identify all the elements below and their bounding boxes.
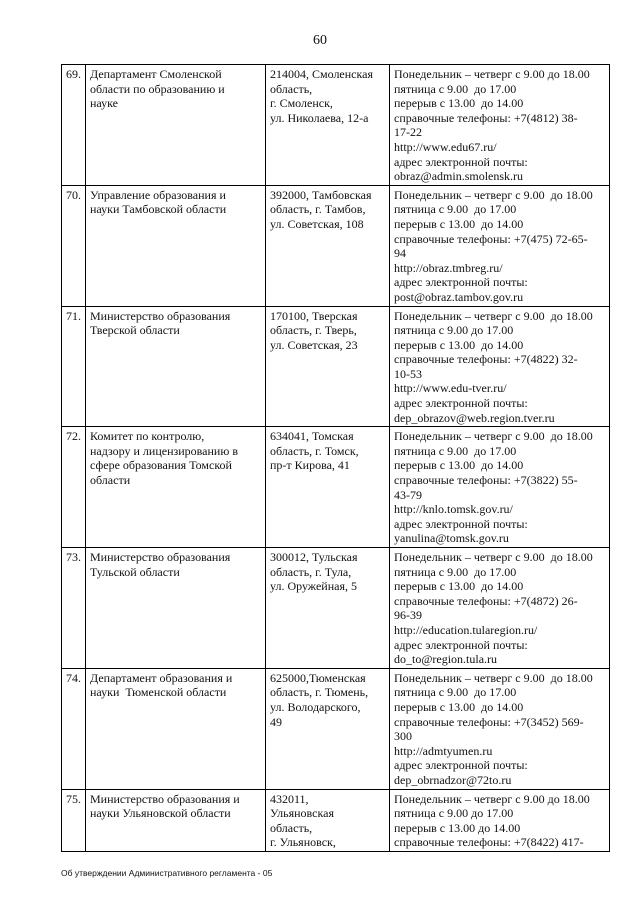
table-row (62, 427, 610, 548)
schedule-contacts-line: пятница с 9.00 до 17.00 (394, 685, 517, 700)
organization-name-line: науки Тюменской области (90, 685, 227, 700)
schedule-contacts-line: 43-79 (394, 487, 422, 502)
schedule-contacts-line: yanulina@tomsk.gov.ru (394, 531, 509, 546)
schedule-contacts-line: справочные телефоны: +7(4822) 32- (394, 352, 578, 367)
schedule-contacts-line: post@obraz.tambov.gov.ru (394, 289, 524, 304)
schedule-contacts-line: перерыв с 13.00 до 14.00 (394, 216, 524, 231)
table-row (62, 185, 610, 306)
schedule-contacts-line: dep_obrazov@web.region.tver.ru (394, 410, 555, 425)
schedule-contacts-line: пятница с 9.00 до 17.00 (394, 564, 517, 579)
education-authorities-table (61, 64, 610, 852)
postal-address (266, 427, 390, 548)
schedule-contacts-line: пятница с 9.00 до 17.00 (394, 806, 514, 821)
schedule-contacts-line: http://obraz.tmbreg.ru/ (394, 260, 503, 275)
schedule-contacts (390, 668, 610, 789)
row-number: 74. (62, 668, 86, 789)
postal-address (266, 789, 390, 851)
organization-name-line: Министерство образования (90, 550, 231, 564)
organization-name-line: Департамент образования и (90, 670, 233, 685)
organization-name-line: Департамент Смоленской (90, 67, 222, 81)
schedule-contacts (390, 185, 610, 306)
postal-address-line: Ульяновская (270, 806, 334, 821)
table-row (62, 789, 610, 851)
schedule-contacts-line: справочные телефоны: +7(4872) 26- (394, 593, 578, 608)
schedule-contacts (390, 427, 610, 548)
schedule-contacts-line: адрес электронной почты: (394, 154, 528, 169)
schedule-contacts-line: http://knlo.tomsk.gov.ru/ (394, 502, 513, 517)
postal-address-line: 214004, Смоленская (270, 67, 373, 81)
schedule-contacts-line: Понедельник – четверг с 9.00 до 18.00 (394, 187, 593, 202)
schedule-contacts-line: http://education.tularegion.ru/ (394, 622, 538, 637)
schedule-contacts-line: справочные телефоны: +7(3452) 569- (394, 714, 584, 729)
postal-address-line: область, (270, 820, 313, 835)
postal-address-line: 625000,Тюменская (270, 670, 366, 685)
schedule-contacts-line: адрес электронной почты: (394, 637, 528, 652)
organization-name (86, 668, 266, 789)
organization-name-line: области (90, 473, 131, 488)
schedule-contacts-line: пятница с 9.00 до 17.00 (394, 202, 517, 217)
schedule-contacts (390, 306, 610, 427)
organization-name-line: Комитет по контролю, (90, 429, 205, 444)
schedule-contacts-line: справочные телефоны: +7(8422) 417- (394, 835, 584, 850)
table-row (62, 548, 610, 669)
row-number: 71. (62, 306, 86, 427)
postal-address (266, 668, 390, 789)
postal-address (266, 548, 390, 669)
table-row (62, 306, 610, 427)
table-row (62, 668, 610, 789)
postal-address-line: область, (270, 81, 313, 96)
schedule-contacts-line: 96-39 (394, 608, 422, 623)
organization-name (86, 306, 266, 427)
organization-name (86, 65, 266, 186)
postal-address-line: ул. Володарского, (270, 699, 361, 714)
postal-address-line: область, г. Тамбов, (270, 202, 366, 217)
schedule-contacts (390, 65, 610, 186)
row-number: 72. (62, 427, 86, 548)
postal-address-line: область, г. Тюмень, (270, 685, 369, 700)
schedule-contacts-line: http://www.edu-tver.ru/ (394, 381, 507, 396)
organization-name (86, 185, 266, 306)
postal-address (266, 65, 390, 186)
organization-name-line: науки Тамбовской области (90, 202, 227, 217)
schedule-contacts-line: справочные телефоны: +7(4812) 38- (394, 110, 578, 125)
schedule-contacts-line: перерыв с 13.00 до 14.00 (394, 458, 524, 473)
table-body (62, 65, 610, 852)
organization-name-line: науки Ульяновской области (90, 806, 231, 821)
schedule-contacts-line: Понедельник – четверг с 9.00 до 18.00 (394, 308, 593, 323)
row-number: 75. (62, 789, 86, 851)
postal-address-line: область, г. Томск, (270, 443, 359, 458)
organization-name-line: сфере образования Томской (90, 458, 232, 473)
organization-name-line: Управление образования и (90, 187, 226, 202)
postal-address-line: г. Ульяновск, (270, 835, 336, 850)
postal-address-line: 432011, (270, 791, 309, 806)
postal-address-line: 392000, Тамбовская (270, 187, 372, 202)
postal-address (266, 185, 390, 306)
schedule-contacts-line: 17-22 (394, 125, 422, 140)
page-number: 60 (313, 33, 327, 48)
schedule-contacts-line: Понедельник – четверг с 9.00 до 18.00 (394, 67, 590, 81)
schedule-contacts-line: перерыв с 13.00 до 14.00 (394, 699, 524, 714)
organization-name-line: Министерство образования и (90, 791, 240, 806)
schedule-contacts-line: перерыв с 13.00 до 14.00 (394, 820, 521, 835)
schedule-contacts-line: перерыв с 13.00 до 14.00 (394, 579, 524, 594)
postal-address-line: 49 (270, 714, 282, 729)
schedule-contacts (390, 548, 610, 669)
postal-address-line: 170100, Тверская (270, 308, 358, 323)
postal-address-line: ул. Оружейная, 5 (270, 579, 357, 594)
schedule-contacts-line: 10-53 (394, 366, 422, 381)
table-row (62, 65, 610, 186)
postal-address-line: ул. Советская, 108 (270, 216, 364, 231)
postal-address-line: г. Смоленск, (270, 96, 333, 111)
schedule-contacts-line: адрес электронной почты: (394, 396, 528, 411)
organization-name-line: надзору и лицензированию в (90, 443, 238, 458)
page-footer: Об утверждении Административного регламента - 05 (61, 868, 273, 878)
postal-address-line: область, г. Тула, (270, 564, 352, 579)
schedule-contacts-line: dep_obrnadzor@72to.ru (394, 772, 512, 787)
postal-address-line: 634041, Томская (270, 429, 354, 444)
organization-name (86, 427, 266, 548)
organization-name-line: Тульской области (90, 564, 180, 579)
schedule-contacts-line: http://www.edu67.ru/ (394, 139, 497, 154)
schedule-contacts-line: справочные телефоны: +7(3822) 55- (394, 473, 578, 488)
organization-name-line: Тверской области (90, 323, 180, 338)
row-number: 69. (62, 65, 86, 186)
schedule-contacts-line: 300 (394, 729, 412, 744)
postal-address-line: область, г. Тверь, (270, 323, 357, 338)
schedule-contacts-line: пятница с 9.00 до 17.00 (394, 323, 514, 338)
schedule-contacts-line: пятница с 9.00 до 17.00 (394, 443, 517, 458)
schedule-contacts-line: справочные телефоны: +7(475) 72-65- (394, 231, 588, 246)
schedule-contacts-line: http://admtyumen.ru (394, 743, 493, 758)
schedule-contacts-line: адрес электронной почты: (394, 758, 528, 773)
schedule-contacts-line: перерыв с 13.00 до 14.00 (394, 96, 524, 111)
schedule-contacts-line: адрес электронной почты: (394, 516, 528, 531)
postal-address-line: 300012, Тульская (270, 550, 358, 564)
postal-address-line: ул. Николаева, 12-а (270, 110, 369, 125)
postal-address-line: ул. Советская, 23 (270, 337, 358, 352)
schedule-contacts-line: перерыв с 13.00 до 14.00 (394, 337, 524, 352)
organization-name-line: Министерство образования (90, 308, 231, 323)
schedule-contacts-line: do_to@region.tula.ru (394, 652, 498, 667)
schedule-contacts-line: пятница с 9.00 до 17.00 (394, 81, 517, 96)
schedule-contacts-line: Понедельник – четверг с 9.00 до 18.00 (394, 670, 593, 685)
schedule-contacts-line: obraz@admin.smolensk.ru (394, 169, 524, 184)
organization-name (86, 548, 266, 669)
schedule-contacts (390, 789, 610, 851)
postal-address-line: пр-т Кирова, 41 (270, 458, 350, 473)
row-number: 73. (62, 548, 86, 669)
organization-name-line: области по образованию и (90, 81, 225, 96)
schedule-contacts-line: Понедельник – четверг с 9.00 до 18.00 (394, 429, 593, 444)
schedule-contacts-line: адрес электронной почты: (394, 275, 528, 290)
row-number: 70. (62, 185, 86, 306)
schedule-contacts-line: 94 (394, 246, 406, 261)
schedule-contacts-line: Понедельник – четверг с 9.00 до 18.00 (394, 550, 593, 564)
organization-name (86, 789, 266, 851)
postal-address (266, 306, 390, 427)
schedule-contacts-line: Понедельник – четверг с 9.00 до 18.00 (394, 791, 590, 806)
organization-name-line: науке (90, 96, 118, 111)
